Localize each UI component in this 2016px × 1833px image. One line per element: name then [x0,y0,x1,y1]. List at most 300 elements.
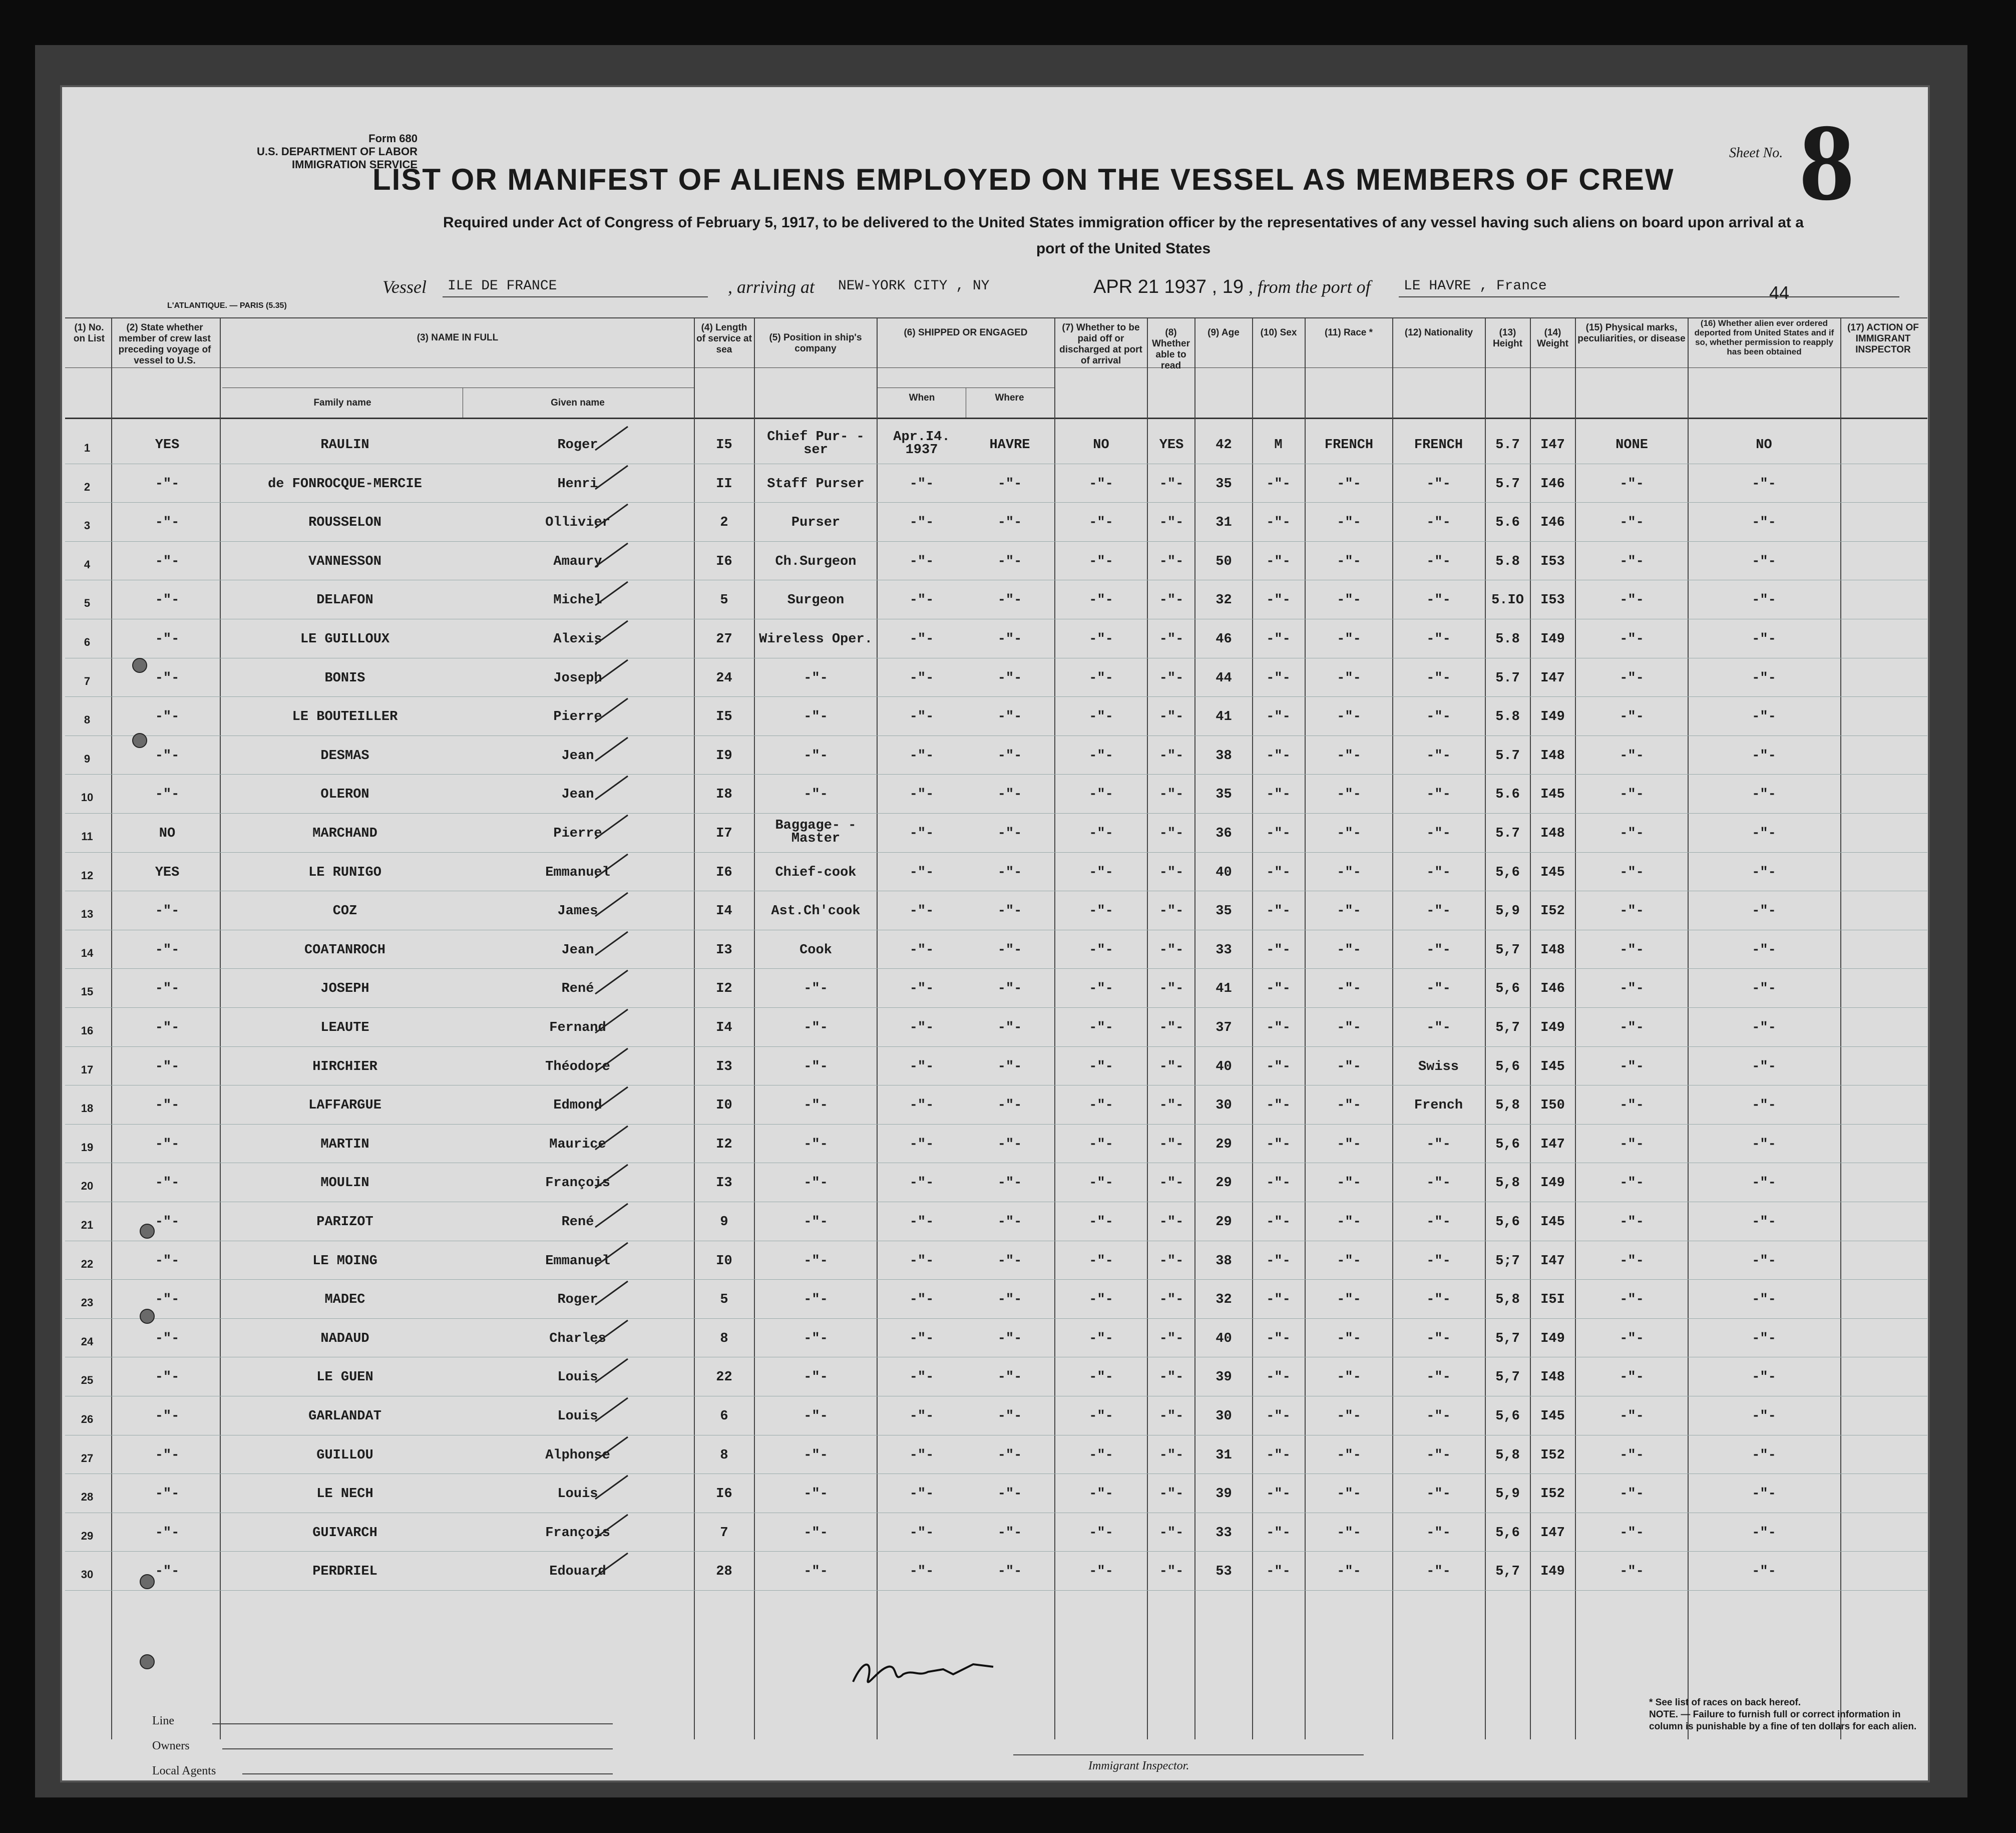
cell-race: -"- [1337,826,1361,841]
cell-no: 16 [81,1024,94,1037]
cell-weight: I49 [1540,709,1565,725]
cell-position: -"- [803,670,828,686]
cell-age: 38 [1216,1253,1232,1269]
cell-age: 31 [1216,1447,1232,1463]
cell-no: 22 [81,1257,94,1270]
cell-marks: -"- [1620,1098,1644,1114]
cell-no: 23 [81,1296,94,1309]
col-header-read: (8) Whether able to read [1152,327,1190,371]
owners-label: Owners [152,1739,190,1752]
cell-no: 30 [81,1568,94,1581]
sheet-number: 8 [1799,101,1854,223]
punch-hole [132,658,147,673]
cell-paid: -"- [1089,1564,1113,1580]
cell-family: PARIZOT [316,1215,373,1230]
col-header-height: (13) Height [1492,327,1523,349]
cell-age: 32 [1216,1292,1232,1308]
table-row [62,1088,1932,1127]
cell-when: -"- [909,1098,934,1114]
cell-age: 40 [1216,1331,1232,1346]
cell-age: 33 [1216,1525,1232,1541]
cell-position: -"- [803,1292,828,1308]
cell-service: 6 [720,1409,728,1424]
cell-service: 8 [720,1447,728,1463]
cell-no: 26 [81,1413,94,1425]
line-label: Line [152,1714,174,1727]
cell-family: OLERON [320,787,369,803]
table-row [62,699,1932,738]
manifest-sheet [60,85,1930,1782]
cell-when: -"- [909,1447,934,1463]
cell-prev: -"- [155,942,180,958]
cell-position: -"- [803,1331,828,1346]
cell-nat: -"- [1426,981,1451,997]
cell-paid: -"- [1089,1059,1113,1074]
cell-position: -"- [803,1525,828,1541]
cell-no: 9 [84,752,91,765]
cell-nat: -"- [1426,1447,1451,1463]
cell-deported: -"- [1752,476,1776,492]
cell-family: LEAUTE [320,1020,369,1035]
cell-where: -"- [997,787,1022,803]
cell-position: -"- [803,1370,828,1385]
cell-when: -"- [909,904,934,919]
cell-age: 38 [1216,748,1232,764]
cell-marks: -"- [1620,1331,1644,1346]
cell-given: Pierre [553,709,602,725]
cell-height: 5.7 [1495,748,1520,764]
cell-when: -"- [909,1059,934,1074]
cell-race: -"- [1337,981,1361,997]
cell-marks: -"- [1620,670,1644,686]
cell-nat: -"- [1426,826,1451,841]
cell-given: Fernand [549,1020,606,1035]
col-header-age: (9) Age [1207,327,1240,338]
tally-mark [593,811,633,841]
cell-position: -"- [803,1176,828,1191]
cell-paid: -"- [1089,554,1113,569]
cell-paid: -"- [1089,981,1113,997]
cell-when: -"- [909,1137,934,1152]
cell-service: 2 [720,515,728,531]
table-row [62,661,1932,699]
cell-race: -"- [1337,593,1361,608]
cell-deported: -"- [1752,1253,1776,1269]
table-row [62,1321,1932,1360]
punch-hole [140,1309,155,1324]
cell-prev: -"- [155,1487,180,1502]
cell-family: RAULIN [320,438,369,453]
cell-age: 40 [1216,1059,1232,1074]
cell-family: GUIVARCH [312,1525,377,1541]
cell-when: -"- [909,1215,934,1230]
cell-marks: -"- [1620,709,1644,725]
cell-sex: -"- [1266,1176,1291,1191]
cell-deported: -"- [1752,709,1776,725]
cell-given: Maurice [549,1137,606,1152]
cell-when: -"- [909,865,934,880]
cell-read: YES [1159,438,1184,453]
cell-read: -"- [1159,826,1184,841]
cell-nat: -"- [1426,1253,1451,1269]
cell-deported: -"- [1752,1370,1776,1385]
cell-deported: -"- [1752,1137,1776,1152]
cell-sex: -"- [1266,1447,1291,1463]
cell-when: -"- [909,826,934,841]
punch-hole [132,733,147,748]
cell-nat: -"- [1426,554,1451,569]
cell-paid: -"- [1089,1409,1113,1424]
cell-when: -"- [909,1176,934,1191]
cell-given: François [545,1525,610,1541]
cell-paid: -"- [1089,1098,1113,1114]
cell-prev: -"- [155,904,180,919]
cell-service: 8 [720,1331,728,1346]
cell-height: 5,7 [1495,1020,1520,1035]
cell-prev: -"- [155,515,180,531]
cell-paid: -"- [1089,670,1113,686]
cell-sex: -"- [1266,1137,1291,1152]
subtitle [272,210,1974,262]
cell-deported: -"- [1752,670,1776,686]
table-row [62,1205,1932,1243]
cell-no: 12 [81,869,94,882]
cell-sex: -"- [1266,865,1291,880]
cell-deported: -"- [1752,1447,1776,1463]
cell-given: Amaury [553,554,602,569]
cell-where: -"- [997,1020,1022,1035]
cell-nat: -"- [1426,1370,1451,1385]
cell-read: -"- [1159,1137,1184,1152]
cell-given: Roger [557,1292,598,1308]
cell-read: -"- [1159,1370,1184,1385]
cell-paid: -"- [1089,632,1113,647]
cell-where: -"- [997,632,1022,647]
cell-no: 25 [81,1374,94,1387]
tally-mark [593,889,633,919]
cell-service: I6 [716,865,732,880]
cell-family: de FONROCQUE-MERCIE [268,476,422,492]
cell-where: -"- [997,515,1022,531]
tally-mark [593,1511,633,1541]
col-header-sex: (10) Sex [1260,327,1297,338]
cell-prev: YES [155,865,180,880]
cell-marks: -"- [1620,981,1644,997]
table-row [62,777,1932,816]
tally-mark [593,578,633,608]
cell-deported: -"- [1752,1409,1776,1424]
cell-marks: -"- [1620,1487,1644,1502]
cell-marks: -"- [1620,1176,1644,1191]
cell-where: -"- [997,865,1022,880]
cell-family: LE GUILLOUX [300,632,390,647]
cell-paid: NO [1093,438,1109,453]
punch-hole [140,1224,155,1239]
cell-height: 5.8 [1495,632,1520,647]
cell-nat: -"- [1426,1020,1451,1035]
table-row [62,1360,1932,1398]
cell-race: -"- [1337,1409,1361,1424]
from-label: , from the port of [1249,277,1371,297]
cell-prev: -"- [155,1253,180,1269]
cell-given: René [561,981,594,997]
cell-deported: -"- [1752,1331,1776,1346]
cell-sex: -"- [1266,632,1291,647]
table-row [62,1244,1932,1282]
cell-paid: -"- [1089,1253,1113,1269]
cell-race: -"- [1337,1020,1361,1035]
cell-height: 5,6 [1495,1137,1520,1152]
cell-deported: NO [1756,438,1772,453]
vessel-name: ILE DE FRANCE [448,278,557,294]
cell-weight: I46 [1540,515,1565,531]
cell-no: 18 [81,1102,94,1115]
cell-weight: I47 [1540,1137,1565,1152]
cell-sex: -"- [1266,748,1291,764]
cell-nat: -"- [1426,1525,1451,1541]
cell-prev: -"- [155,476,180,492]
cell-where: -"- [997,904,1022,919]
cell-height: 5,6 [1495,1409,1520,1424]
cell-when: -"- [909,670,934,686]
cell-service: I6 [716,1487,732,1502]
alien-count: 44 [1769,282,1790,303]
cell-no: 7 [84,674,91,687]
cell-service: II [716,476,732,492]
cell-age: 50 [1216,554,1232,569]
cell-prev: -"- [155,981,180,997]
cell-height: 5.8 [1495,709,1520,725]
cell-family: ROUSSELON [308,515,381,531]
cell-age: 30 [1216,1098,1232,1114]
cell-position: Wireless Oper. [759,632,873,647]
footnote-races: * See list of races on back hereof. [1649,1697,1801,1708]
cell-where: -"- [997,670,1022,686]
tally-mark [593,1083,633,1113]
cell-read: -"- [1159,981,1184,997]
cell-no: 1 [84,442,91,454]
tally-mark [593,734,633,764]
cell-position: Chief Pur- -ser [767,430,865,458]
cell-deported: -"- [1752,1176,1776,1191]
cell-marks: -"- [1620,942,1644,958]
cell-when: -"- [909,1253,934,1269]
cell-service: I5 [716,438,732,453]
cell-where: -"- [997,1176,1022,1191]
cell-given: Emmanuel [545,865,610,880]
voyage-line [382,272,1934,302]
cell-paid: -"- [1089,476,1113,492]
cell-weight: I47 [1540,670,1565,686]
cell-paid: -"- [1089,865,1113,880]
cell-deported: -"- [1752,748,1776,764]
cell-height: 5,8 [1495,1447,1520,1463]
cell-read: -"- [1159,554,1184,569]
tally-mark [593,539,633,569]
table-row [62,428,1932,466]
cell-paid: -"- [1089,1525,1113,1541]
cell-position: -"- [803,981,828,997]
col-header-when: When [909,393,935,403]
cell-service: I9 [716,748,732,764]
cell-prev: -"- [155,1020,180,1035]
table-row [62,1127,1932,1166]
cell-paid: -"- [1089,904,1113,919]
cell-given: James [557,904,598,919]
cell-age: 37 [1216,1020,1232,1035]
cell-given: Edouard [549,1564,606,1580]
cell-deported: -"- [1752,1564,1776,1580]
cell-read: -"- [1159,1176,1184,1191]
cell-nat: -"- [1426,748,1451,764]
cell-when: -"- [909,593,934,608]
cell-given: Théodore [545,1059,610,1074]
cell-paid: -"- [1089,826,1113,841]
cell-family: LE MOING [312,1253,377,1269]
tally-mark [593,966,633,996]
cell-sex: -"- [1266,942,1291,958]
cell-prev: NO [159,826,176,841]
cell-sex: M [1274,438,1283,453]
cell-service: 5 [720,593,728,608]
cell-position: -"- [803,1020,828,1035]
cell-age: 40 [1216,865,1232,880]
cell-family: LE RUNIGO [308,865,381,880]
cell-where: -"- [997,1525,1022,1541]
cell-sex: -"- [1266,981,1291,997]
cell-paid: -"- [1089,1137,1113,1152]
table-row [62,1399,1932,1437]
cell-paid: -"- [1089,1447,1113,1463]
cell-position: -"- [803,1137,828,1152]
cell-given: Jean [561,748,594,764]
cell-prev: -"- [155,1215,180,1230]
cell-deported: -"- [1752,1525,1776,1541]
cell-service: 7 [720,1525,728,1541]
cell-race: -"- [1337,1525,1361,1541]
cell-given: Joseph [553,670,602,686]
cell-sex: -"- [1266,593,1291,608]
cell-nat: -"- [1426,1487,1451,1502]
cell-prev: -"- [155,1098,180,1114]
cell-where: -"- [997,748,1022,764]
cell-marks: -"- [1620,1447,1644,1463]
cell-when: -"- [909,787,934,803]
cell-sex: -"- [1266,476,1291,492]
cell-race: -"- [1337,865,1361,880]
cell-paid: -"- [1089,1020,1113,1035]
cell-where: -"- [997,1253,1022,1269]
cell-where: -"- [997,709,1022,725]
cell-nat: -"- [1426,904,1451,919]
cell-weight: I47 [1540,1525,1565,1541]
cell-height: 5.6 [1495,515,1520,531]
cell-paid: -"- [1089,787,1113,803]
cell-given: Roger [557,438,598,453]
cell-sex: -"- [1266,1253,1291,1269]
cell-prev: -"- [155,787,180,803]
cell-weight: I46 [1540,476,1565,492]
tally-mark [593,617,633,647]
cell-sex: -"- [1266,709,1291,725]
cell-age: 29 [1216,1215,1232,1230]
cell-service: I8 [716,787,732,803]
cell-sex: -"- [1266,787,1291,803]
cell-deported: -"- [1752,826,1776,841]
cell-race: -"- [1337,1137,1361,1152]
cell-family: BONIS [324,670,365,686]
cell-deported: -"- [1752,1059,1776,1074]
cell-service: I2 [716,981,732,997]
tally-mark [593,462,633,492]
cell-sex: -"- [1266,1020,1291,1035]
cell-deported: -"- [1752,787,1776,803]
cell-marks: -"- [1620,1137,1644,1152]
cell-given: Charles [549,1331,606,1346]
cell-position: Chief-cook [775,865,857,880]
cell-prev: -"- [155,1176,180,1191]
cell-no: 5 [84,597,91,610]
cell-deported: -"- [1752,942,1776,958]
cell-age: 46 [1216,632,1232,647]
cell-race: -"- [1337,709,1361,725]
cell-read: -"- [1159,1447,1184,1463]
cell-service: I5 [716,709,732,725]
cell-family: MADEC [324,1292,365,1308]
cell-service: 5 [720,1292,728,1308]
cell-where: -"- [997,1098,1022,1114]
local-agents-label: Local Agents [152,1764,216,1777]
cell-service: I0 [716,1253,732,1269]
cell-given: René [561,1215,594,1230]
cell-position: Ch.Surgeon [775,554,857,569]
tally-mark [593,1433,633,1463]
cell-where: -"- [997,942,1022,958]
cell-marks: -"- [1620,1292,1644,1308]
cell-position: -"- [803,1253,828,1269]
col-header-paid-off: (7) Whether to be paid off or discharged at port of arrival [1059,322,1142,366]
tally-mark [593,772,633,802]
cell-service: I6 [716,554,732,569]
cell-sex: -"- [1266,904,1291,919]
cell-when: -"- [909,554,934,569]
cell-read: -"- [1159,632,1184,647]
cell-read: -"- [1159,1059,1184,1074]
cell-nat: -"- [1426,1292,1451,1308]
cell-where: -"- [997,1331,1022,1346]
sheet-label: Sheet No. [1729,145,1783,161]
cell-deported: -"- [1752,632,1776,647]
cell-sex: -"- [1266,554,1291,569]
cell-service: 28 [716,1564,732,1580]
cell-read: -"- [1159,593,1184,608]
tally-mark [593,1005,633,1035]
cell-age: 32 [1216,593,1232,608]
table-row [62,467,1932,505]
department: U.S. DEPARTMENT OF LABOR [256,145,418,158]
cell-no: 2 [84,480,91,493]
service: IMMIGRATION SERVICE [292,158,418,171]
cell-age: 35 [1216,476,1232,492]
cell-no: 4 [84,558,91,571]
cell-height: 5,8 [1495,1098,1520,1114]
cell-prev: -"- [155,632,180,647]
cell-paid: -"- [1089,593,1113,608]
cell-marks: -"- [1620,632,1644,647]
cell-weight: I49 [1540,1020,1565,1035]
col-header-deported: (16) Whether alien ever ordered deported from United States and if so, whether permission to reapply has been obtained [1694,318,1834,356]
cell-no: 14 [81,946,94,959]
